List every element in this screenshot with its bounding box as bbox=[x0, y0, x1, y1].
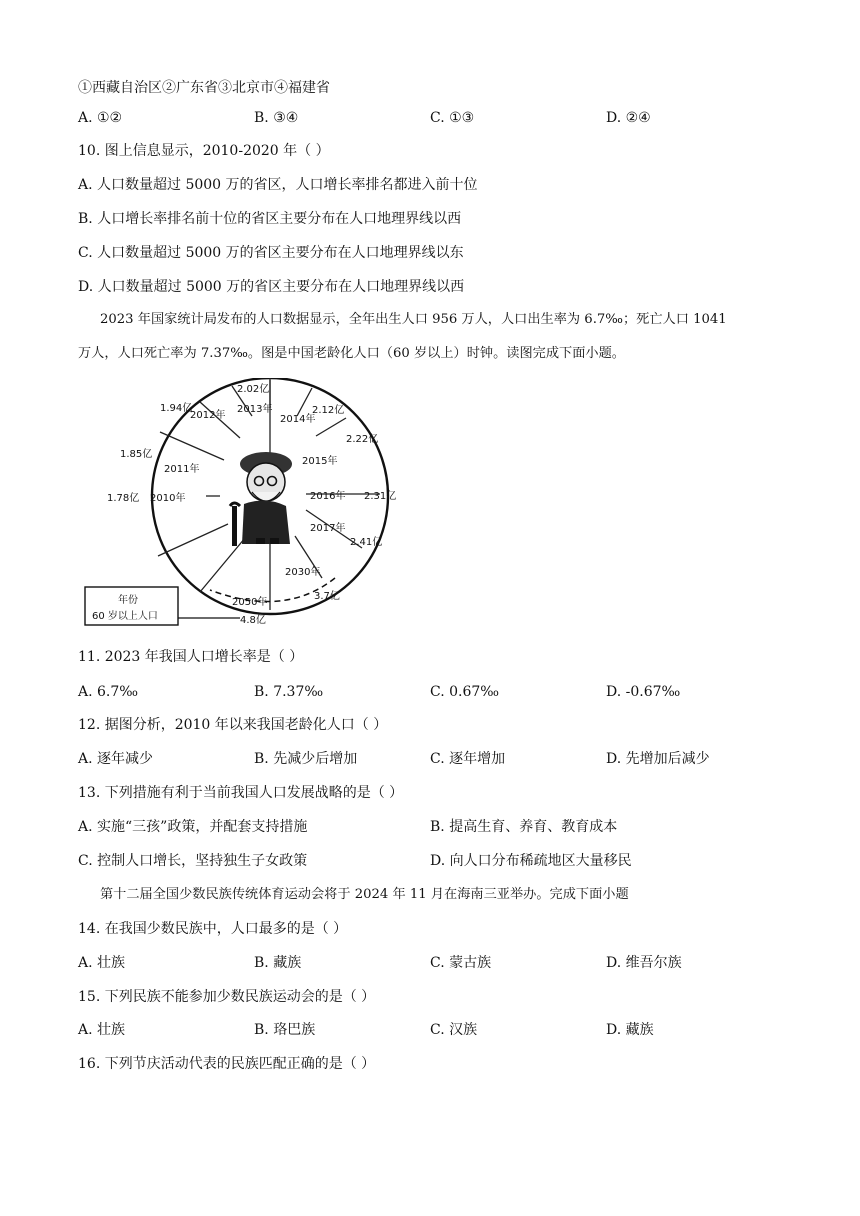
clock-year-2014: 2014年 bbox=[280, 414, 316, 425]
passage-population: 2023 年国家统计局发布的人口数据显示，全年出生人口 956 万人，人口出生率为 6.7‰；死亡人口 1041 bbox=[100, 312, 727, 327]
elderly-person-icon bbox=[230, 452, 292, 546]
q10-option-a[interactable]: A. 人口数量超过 5000 万的省区，人口增长率排名都进入前十位 bbox=[78, 177, 478, 193]
q9-option-d[interactable]: D. ②④ bbox=[606, 110, 651, 126]
q14-stem: 14. 在我国少数民族中，人口最多的是（ ） bbox=[78, 921, 348, 937]
q11-stem: 11. 2023 年我国人口增长率是（ ） bbox=[78, 649, 304, 665]
clock-year-2050: 2050年 bbox=[232, 597, 268, 608]
q16-stem: 16. 下列节庆活动代表的民族匹配正确的是（ ） bbox=[78, 1056, 376, 1072]
clock-value-2015: 2.22亿 bbox=[346, 434, 379, 445]
clock-year-2016: 2016年 bbox=[310, 491, 346, 502]
aging-population-clock bbox=[80, 378, 410, 630]
q9-option-a[interactable]: A. ①② bbox=[78, 110, 123, 126]
q14-option-b[interactable]: B. 藏族 bbox=[254, 955, 302, 971]
statement-list: ①西藏自治区②广东省③北京市④福建省 bbox=[78, 80, 330, 96]
q11-option-d[interactable]: D. -0.67‰ bbox=[606, 684, 681, 700]
q12-stem: 12. 据图分析，2010 年以来我国老龄化人口（ ） bbox=[78, 717, 388, 733]
q12-option-c[interactable]: C. 逐年增加 bbox=[430, 751, 506, 767]
q10-option-b[interactable]: B. 人口增长率排名前十位的省区主要分布在人口地理界线以西 bbox=[78, 211, 462, 227]
clock-value-2010: 1.78亿 bbox=[107, 493, 140, 504]
q13-option-c[interactable]: C. 控制人口增长，坚持独生子女政策 bbox=[78, 853, 308, 869]
clock-year-2017: 2017年 bbox=[310, 523, 346, 534]
q11-option-a[interactable]: A. 6.7‰ bbox=[78, 684, 139, 700]
q14-option-a[interactable]: A. 壮族 bbox=[78, 955, 126, 971]
clock-year-2030: 2030年 bbox=[285, 567, 321, 578]
q13-stem: 13. 下列措施有利于当前我国人口发展战略的是（ ） bbox=[78, 785, 404, 801]
q10-option-d[interactable]: D. 人口数量超过 5000 万的省区主要分布在人口地理界线以西 bbox=[78, 279, 465, 295]
q11-option-c[interactable]: C. 0.67‰ bbox=[430, 684, 500, 700]
q14-option-d[interactable]: D. 维吾尔族 bbox=[606, 955, 682, 971]
clock-year-2015: 2015年 bbox=[302, 456, 338, 467]
q10-option-c[interactable]: C. 人口数量超过 5000 万的省区主要分布在人口地理界线以东 bbox=[78, 245, 464, 261]
q13-option-a[interactable]: A. 实施“三孩”政策，并配套支持措施 bbox=[78, 819, 308, 835]
legend-population: 60 岁以上人口 bbox=[92, 611, 158, 622]
legend-year: 年份 bbox=[118, 595, 138, 606]
q11-option-b[interactable]: B. 7.37‰ bbox=[254, 684, 324, 700]
q10-stem: 10. 图上信息显示，2010-2020 年（ ） bbox=[78, 143, 330, 159]
q14-option-c[interactable]: C. 蒙古族 bbox=[430, 955, 492, 971]
q13-option-b[interactable]: B. 提高生育、养育、教育成本 bbox=[430, 819, 618, 835]
clock-value-2011: 1.85亿 bbox=[120, 449, 153, 460]
passage-ethnic-games: 第十二届全国少数民族传统体育运动会将于 2024 年 11 月在海南三亚举办。完成下面小题 bbox=[100, 887, 629, 902]
q15-option-a[interactable]: A. 壮族 bbox=[78, 1022, 126, 1038]
q9-option-b[interactable]: B. ③④ bbox=[254, 110, 299, 126]
q13-option-d[interactable]: D. 向人口分布稀疏地区大量移民 bbox=[430, 853, 632, 869]
clock-value-2050: 4.8亿 bbox=[240, 615, 266, 626]
q15-option-c[interactable]: C. 汉族 bbox=[430, 1022, 478, 1038]
clock-year-2010: 2010年 bbox=[150, 493, 186, 504]
q9-option-c[interactable]: C. ①③ bbox=[430, 110, 475, 126]
q15-stem: 15. 下列民族不能参加少数民族运动会的是（ ） bbox=[78, 989, 376, 1005]
clock-year-2013: 2013年 bbox=[237, 404, 273, 415]
clock-value-2030: 3.7亿 bbox=[314, 591, 340, 602]
clock-value-2012: 1.94亿 bbox=[160, 403, 193, 414]
q12-option-d[interactable]: D. 先增加后减少 bbox=[606, 751, 710, 767]
clock-year-2011: 2011年 bbox=[164, 464, 200, 475]
q15-option-d[interactable]: D. 藏族 bbox=[606, 1022, 654, 1038]
passage-population-cont: 万人，人口死亡率为 7.37‰。图是中国老龄化人口（60 岁以上）时钟。读图完成下面小题。 bbox=[78, 346, 625, 361]
q15-option-b[interactable]: B. 珞巴族 bbox=[254, 1022, 316, 1038]
clock-value-2013: 2.02亿 bbox=[237, 384, 270, 395]
clock-value-2014: 2.12亿 bbox=[312, 405, 345, 416]
clock-value-2017: 2.41亿 bbox=[350, 537, 383, 548]
q12-option-a[interactable]: A. 逐年减少 bbox=[78, 751, 154, 767]
clock-value-2016: 2.31亿 bbox=[364, 491, 397, 502]
q12-option-b[interactable]: B. 先减少后增加 bbox=[254, 751, 358, 767]
clock-year-2012: 2012年 bbox=[190, 410, 226, 421]
